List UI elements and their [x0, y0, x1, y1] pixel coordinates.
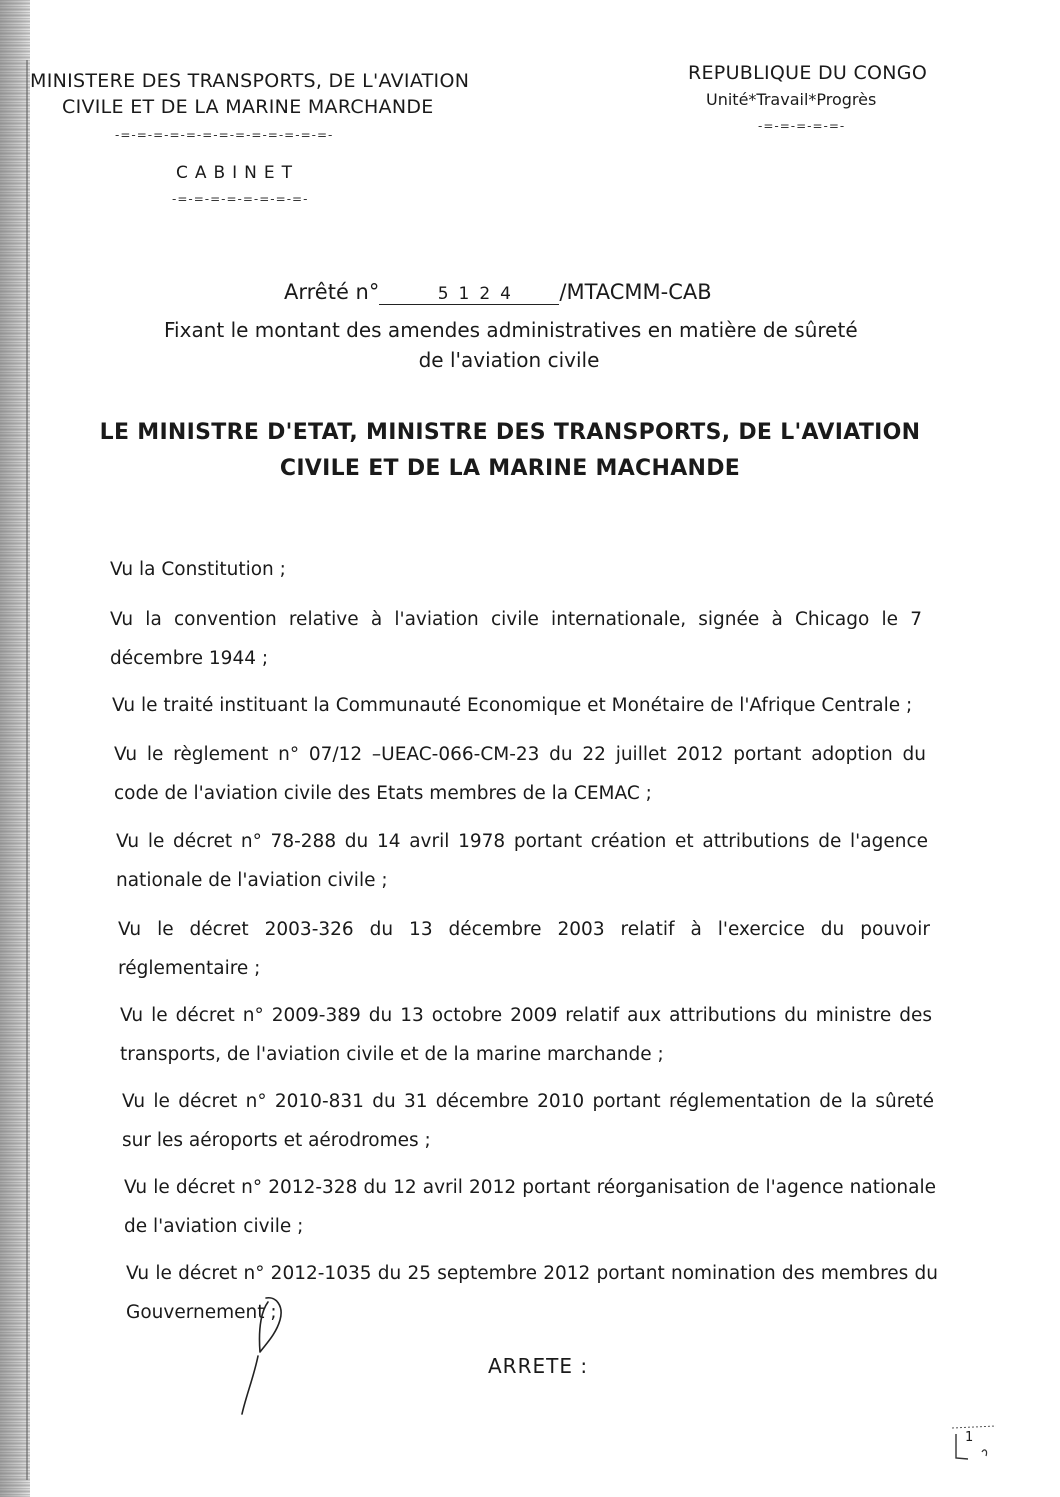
visa-item: Vu le décret 2003-326 du 13 décembre 2003 relatif à l'exercice du pouvoir réglementaire ;	[118, 919, 930, 979]
visa-item: Vu le décret n° 2012-328 du 12 avril 2012 portant réorganisation de l'agence nationale de l'aviation civile ;	[124, 1177, 936, 1237]
page-number-box	[950, 1422, 998, 1462]
cabinet-label: CABINET	[176, 163, 300, 183]
ministry-separator: -=-=-=-=-=-=-=-=-=-=-=-=-=-	[115, 128, 334, 142]
arrete-subtitle-line1: Fixant le montant des amendes administratives en matière de sûreté	[164, 318, 858, 342]
cabinet-separator: -=-=-=-=-=-=-=-=-	[172, 192, 309, 206]
visa-item: Vu le décret n° 2012-1035 du 25 septembre 2012 portant nomination des membres du Gouvernement ;	[126, 1263, 938, 1323]
handwritten-initial	[236, 1296, 296, 1416]
minister-title-line2: CIVILE ET DE LA MARINE MACHANDE	[279, 456, 741, 481]
arrete-prefix: Arrêté n°	[284, 280, 380, 304]
minister-title-line1: LE MINISTRE D'ETAT, MINISTRE DES TRANSPORTS, DE L'AVIATION	[99, 420, 921, 445]
scan-edge-line	[26, 60, 28, 1480]
visa-item: Vu la Constitution ;	[110, 559, 286, 580]
page-number: 1	[965, 1430, 974, 1445]
visa-item: Vu le décret n° 78-288 du 14 avril 1978 portant création et attributions de l'agence nationale de l'aviation civile ;	[116, 831, 928, 891]
visa-item: Vu le règlement n° 07/12 –UEAC-066-CM-23 du 22 juillet 2012 portant adoption du code de l'aviation civile des Etats membres de la CEMAC ;	[114, 744, 926, 804]
ministry-name-line1: MINISTERE DES TRANSPORTS, DE L'AVIATION	[30, 70, 470, 92]
arrete-number: 5124	[379, 284, 559, 305]
republic-motto: Unité*Travail*Progrès	[706, 90, 877, 109]
visa-item: Vu la convention relative à l'aviation civile internationale, signée à Chicago le 7 décembre 1944 ;	[110, 609, 922, 669]
republic-separator: -=-=-=-=-=-	[758, 119, 846, 133]
ministry-name-line2: CIVILE ET DE LA MARINE MARCHANDE	[62, 96, 434, 118]
visa-item: Vu le décret n° 2010-831 du 31 décembre 2010 portant réglementation de la sûreté sur les aéroports et aérodromes ;	[122, 1091, 934, 1151]
visa-item: Vu le traité instituant la Communauté Economique et Monétaire de l'Afrique Centrale ;	[112, 695, 913, 716]
visa-item: Vu le décret n° 2009-389 du 13 octobre 2009 relatif aux attributions du ministre des transports, de l'aviation civile et de la marine marchande ;	[120, 1005, 932, 1065]
republic-name: REPUBLIQUE DU CONGO	[688, 62, 928, 84]
decree-heading: ARRETE :	[488, 1354, 589, 1378]
arrete-number-line	[284, 280, 712, 305]
arrete-suffix: /MTACMM-CAB	[559, 280, 712, 304]
arrete-subtitle-line2: de l'aviation civile	[418, 348, 600, 372]
